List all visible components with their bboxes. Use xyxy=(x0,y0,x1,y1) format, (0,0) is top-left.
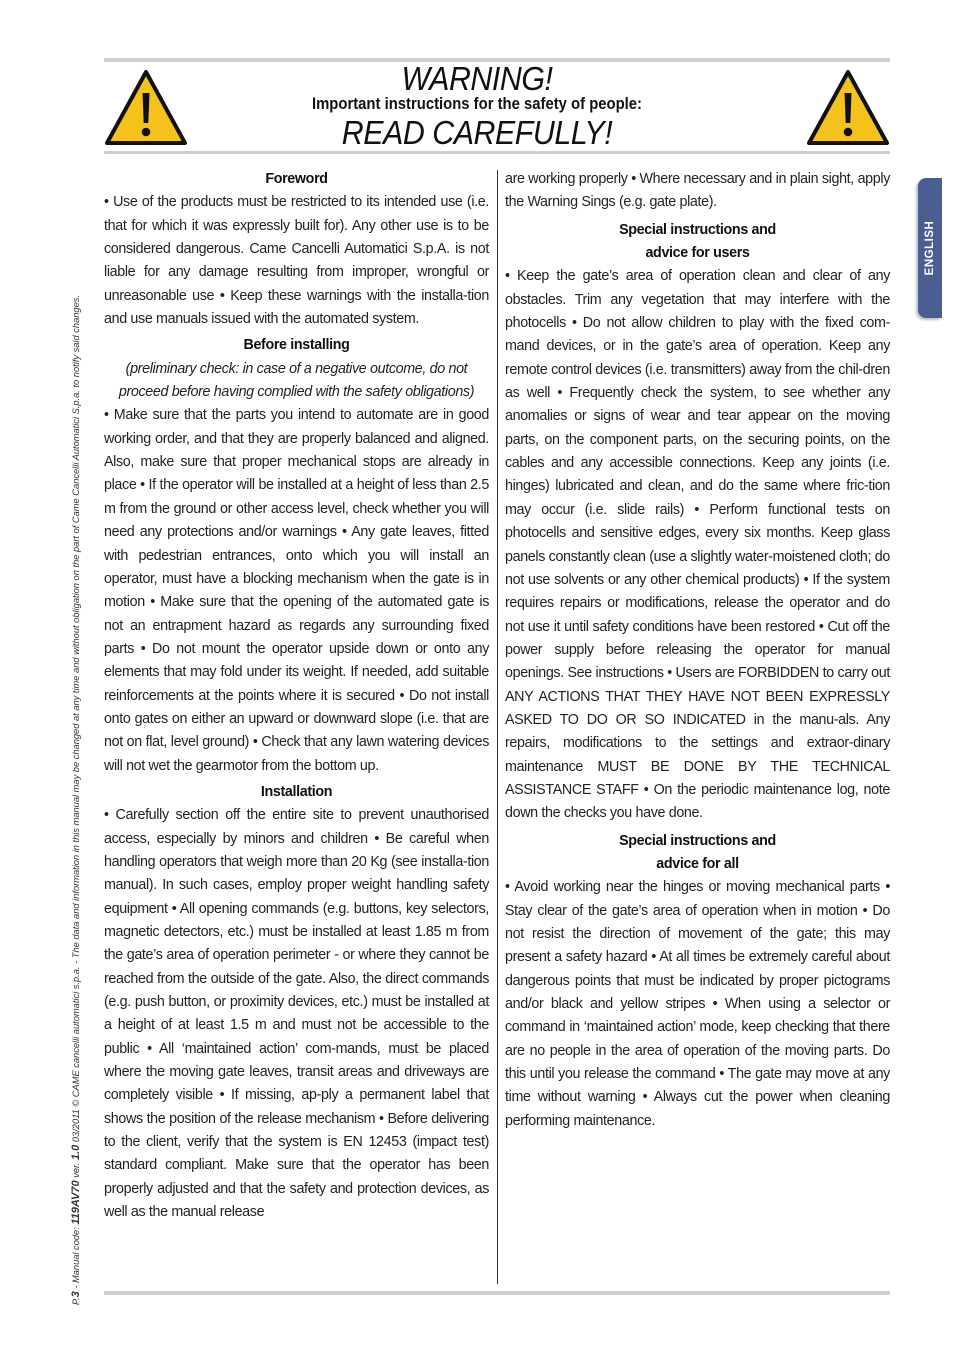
language-tab-english[interactable] xyxy=(918,178,942,318)
before-installing-note: (preliminary check: in case of a negative outcome, do not proceed before having complied with the safety obligations) xyxy=(118,360,475,401)
manual-code-note: P.3 - Manual code: 119AV70 ver. 1.0 03/2011 © CAME cancelli automatici s.p.a. - The data and information in this manual may be changed at any time and without obligation on the part of Came Cancelli Automatici S.p.a. to notify said changes. xyxy=(70,295,82,1305)
installation-text: • Carefully section off the entire site to prevent unauthorised access, especially by minors and children • Be careful when handling operators that weigh more than 20 Kg (see installa-tion manual). In such cases, employ proper weight handling safety equipment • All opening commands (e.g. buttons, key selectors, magnetic detectors, etc.) must be installed at least 1.85 m from the gate’s area of operation perimeter - or where they cannot be reached from the outside of the gate. Also, the direct commands (e.g. push button, or proximity devices, etc.) must be installed at a height of at least 1.5 m and must not be accessible to the public • All ‘maintained action’ com-mands, must be placed where the moving gate leaves, transit areas and driveways are completely visible • If missing, ap-ply a permanent label that shows the position of the release mechanism • Before delivering to the client, verify that the system is EN 12453 (impact test) standard compliant. Make sure that the operator has been properly adjusted and that the safety and protection devices, as well as the manual release xyxy=(104,807,489,1221)
all-heading-line1: Special instructions and xyxy=(619,832,776,849)
right-column xyxy=(505,168,890,1133)
users-text: • Keep the gate’s area of operation clean and clear of any obstacles. Trim any vegetation that may interfere with the photocells • Do not allow children to play with the fixed com-mand devices, or in the gate’s area of operation. Keep any remote control devices (i.e. transmitters) away from the chil-dren as well • Frequently check the system, to see whether any anomalies or signs of wear and tear appear on the moving parts, on the component parts, on the securing points, on the cables and any accessible connections. Keep any joints (i.e. hinges) lubricated and clean, and do the same where fric-tion may occur (i.e. slide rails) • Perform functional tests on photocells and sensitive edges, every six months. Keep glass panels constantly clean (use a slightly water-moistened cloth; do not use solvents or any other chemical products) • If the system requires repairs or modifications, release the operator and do not use it until safety conditions have been restored • Cut off the power supply before releasing the operator for manual openings. See instructions • Users are FORBIDDEN to carry out ANY ACTIONS THAT THEY HAVE NOT BEEN EXPRESSLY ASKED TO DO OR SO INDICATED in the manu-als. Any repairs, modifications to the settings and extraor-dinary maintenance MUST BE DONE BY THE TECHNICAL ASSISTANCE STAFF • On the periodic maintenance log, note down the checks you have done. xyxy=(505,268,890,822)
column-divider xyxy=(497,170,498,1284)
safety-subtitle: Important instructions for the safety of people: xyxy=(311,95,643,113)
manual-code: 119AV70 xyxy=(70,1180,82,1225)
all-text: • Avoid working near the hinges or moving mechanical parts • Stay clear of the gate’s area of operation when in motion • Do not resist the direction of movement of the gate; this may present a safety hazard • At all times be extremely careful about dangerous points that must be indicated by proper pictograms and/or black and yellow stripes • When using a selector or command in ‘maintained action’ mode, keep checking that there are no people in the area of operation of the moving parts. Do this until you release the command • The gate may move at any time without warning • Always cut the power when cleaning performing maintenance. xyxy=(505,879,890,1129)
users-heading-line2: advice for users xyxy=(645,245,750,262)
page-number: 3 xyxy=(70,1291,82,1298)
before-installing-heading: Before installing xyxy=(243,337,350,354)
footer-rule xyxy=(104,1291,890,1295)
manual-version: 1.0 xyxy=(70,1144,82,1161)
foreword-text: • Use of the products must be restricted to its intended use (i.e. that for which it was expressly built for). Any other use is to be considered dangerous. Came Cancelli Automatici S.p.A. is not liable for any damage resulting from improper, wrongful or unreasonable use • Keep these warnings with the installa-tion and use manuals issued with the automated system. xyxy=(104,194,489,328)
installation-continuation: are working properly • Where necessary and in plain sight, apply the Warning Sings (e.g. gate plate). xyxy=(505,171,890,211)
all-heading-line2: advice for all xyxy=(656,855,739,872)
foreword-heading: Foreword xyxy=(265,171,328,187)
installation-heading: Installation xyxy=(260,783,333,800)
read-carefully-title: READ CAREFULLY! xyxy=(341,114,613,151)
before-installing-text: • Make sure that the parts you intend to automate are in good working order, and that they are properly balanced and aligned. Also, make sure that proper mechanical stops are already in place • If the operator will be installed at a height of less than 2.5 m from the ground or other access level, check whether you will need any protections and/or warnings • Any gate leaves, fitted with pedestrian entrances, onto which you will install an operator, must have a blocking mechanism when the gate is in motion • Make sure that the opening of the automated gate is not an entrapment hazard as regards any surrounding fixed parts • Do not mount the operator upside down or onto any elements that may fold under its weight. If needed, add suitable reinforcements at the points where it is secured • Do not install onto gates on either an upward or downward slope (i.e. that are not on flat, level ground) • Check that any lawn watering devices will not wet the gearmotor from the bottom up. xyxy=(104,407,489,774)
warning-title: WARNING! xyxy=(401,60,553,97)
users-heading-line1: Special instructions and xyxy=(619,221,776,238)
left-column xyxy=(104,168,489,1224)
language-tab-label: ENGLISH xyxy=(924,220,936,276)
